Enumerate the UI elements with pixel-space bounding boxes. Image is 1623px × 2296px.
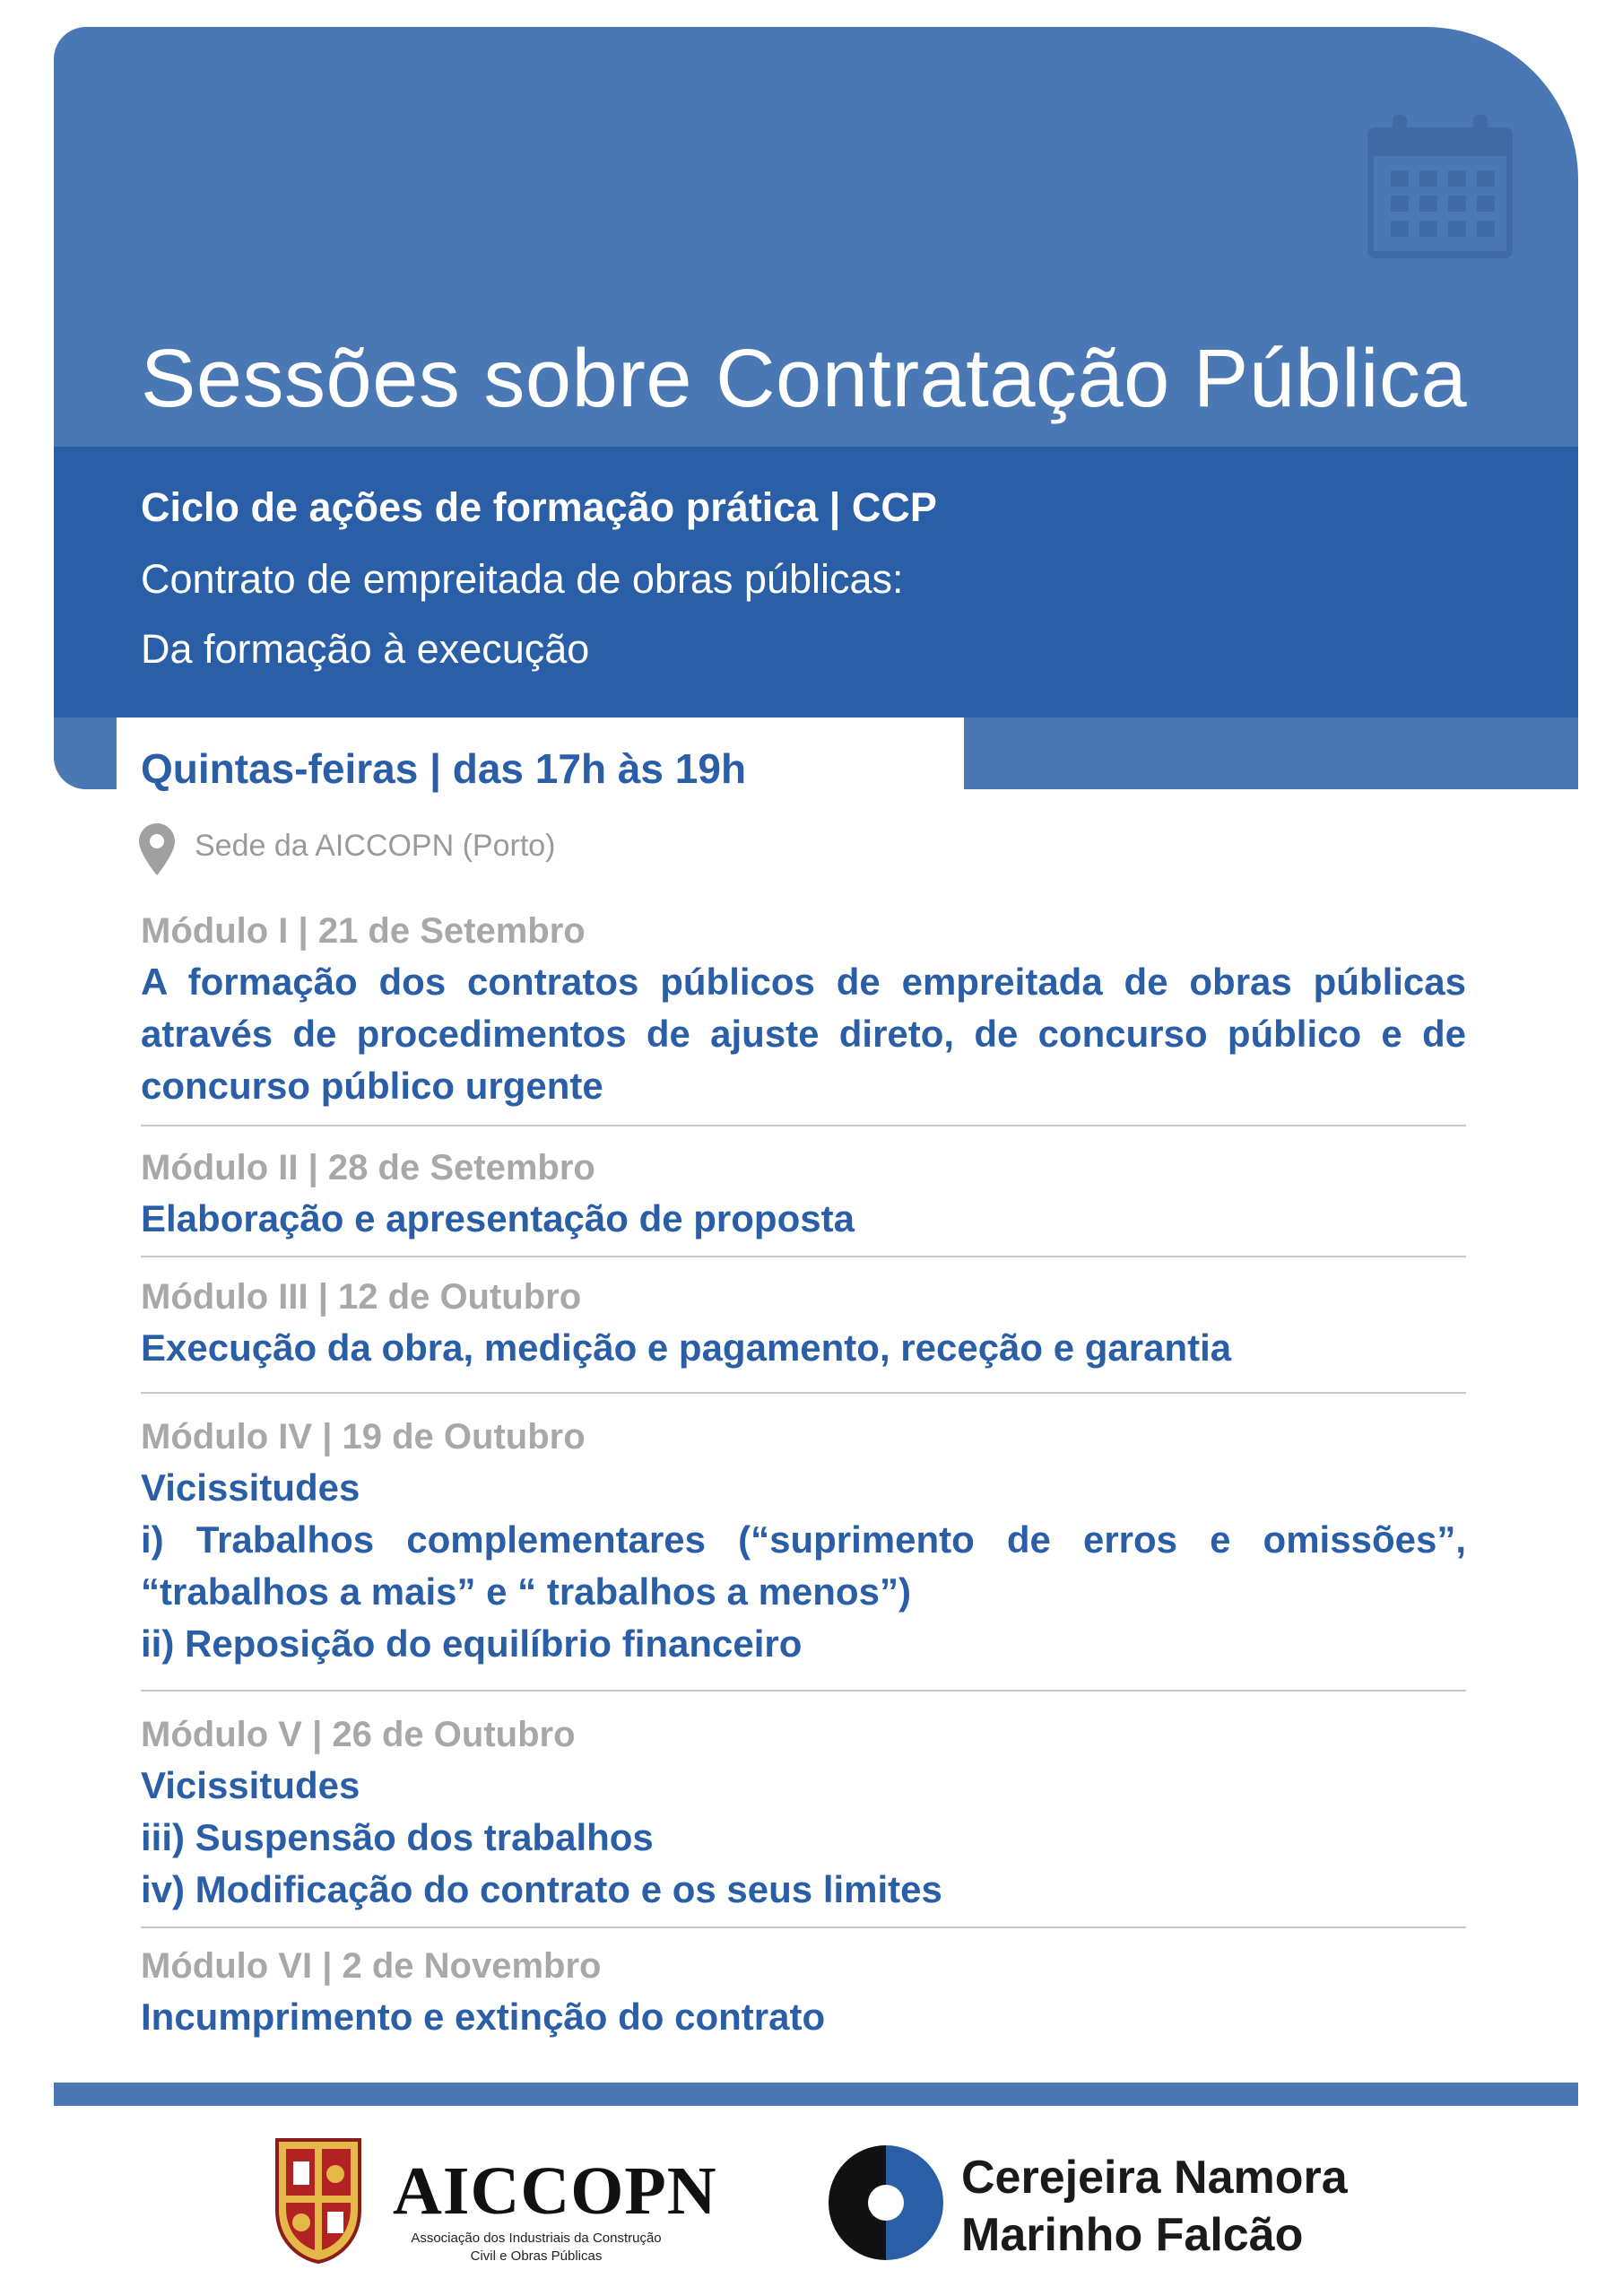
module-topic: ii) Reposição do equilíbrio financeiro [141,1622,803,1665]
module-heading: Módulo II | 28 de Setembro [141,1148,595,1187]
module-3 [141,1272,1466,1374]
schedule-text: Quintas-feiras | das 17h às 19h [141,745,747,792]
firm-logo [825,2142,947,2264]
module-topic: iii) Suspensão dos trabalhos [141,1816,654,1858]
firm-name-line2: Marinho Falcão [961,2209,1304,2261]
module-1 [141,906,1466,1112]
location-text: Sede da AICCOPN (Porto) [195,829,556,863]
divider [141,1690,1466,1692]
org-description-line1: Associação dos Industriais da Construção [411,2231,662,2246]
location-pin-icon [139,823,175,875]
module-heading: Módulo V | 26 de Outubro [141,1715,576,1754]
module-5 [141,1709,1466,1916]
footer-bar [54,2083,1578,2106]
page-title: Sessões sobre Contratação Pública [141,333,1468,424]
org-description [393,2230,680,2266]
module-topic: Vicissitudes [141,1466,360,1509]
module-list [141,906,1466,2043]
module-topic: Incumprimento e extinção do contrato [141,1996,826,2038]
firm-name-line1: Cerejeira Namora [961,2152,1348,2204]
module-topic: Vicissitudes [141,1764,360,1806]
module-topic: iv) Modificação do contrato e os seus limites [141,1868,942,1910]
module-4 [141,1412,1466,1670]
module-heading: Módulo VI | 2 de Novembro [141,1946,602,1986]
module-topic: Elaboração e apresentação de proposta [141,1197,855,1239]
divider [141,1125,1466,1126]
org-description-line2: Civil e Obras Públicas [470,2248,603,2264]
course-cycle-title: Ciclo de ações de formação prática | CCP [141,484,937,530]
divider [141,1392,1466,1394]
module-2 [141,1143,1466,1245]
divider [141,1926,1466,1928]
module-heading: Módulo I | 21 de Setembro [141,911,586,951]
org-name: AICCOPN [393,2153,717,2229]
module-topic: A formação dos contratos públicos de empreitada de obras públicas através de procedimentos de ajuste direto, de concurso público e de concurso público urgente [141,961,1466,1107]
aiccopn-logo [273,2136,363,2264]
course-subtitle-line1: Contrato de empreitada de obras públicas: [141,556,904,602]
subtitle-band [54,447,1578,718]
firm-name [961,2149,1348,2264]
divider [141,1256,1466,1257]
module-topic: Execução da obra, medição e pagamento, receção e garantia [141,1326,1232,1369]
calendar-icon [1367,115,1513,258]
course-subtitle-line2: Da formação à execução [141,626,590,672]
module-topic: i) Trabalhos complementares (“suprimento de erros e omissões”, “trabalhos a mais” e “ trabalhos a menos”) [141,1518,1466,1613]
module-heading: Módulo III | 12 de Outubro [141,1277,582,1317]
module-heading: Módulo IV | 19 de Outubro [141,1417,586,1457]
module-6 [141,1941,1466,2043]
